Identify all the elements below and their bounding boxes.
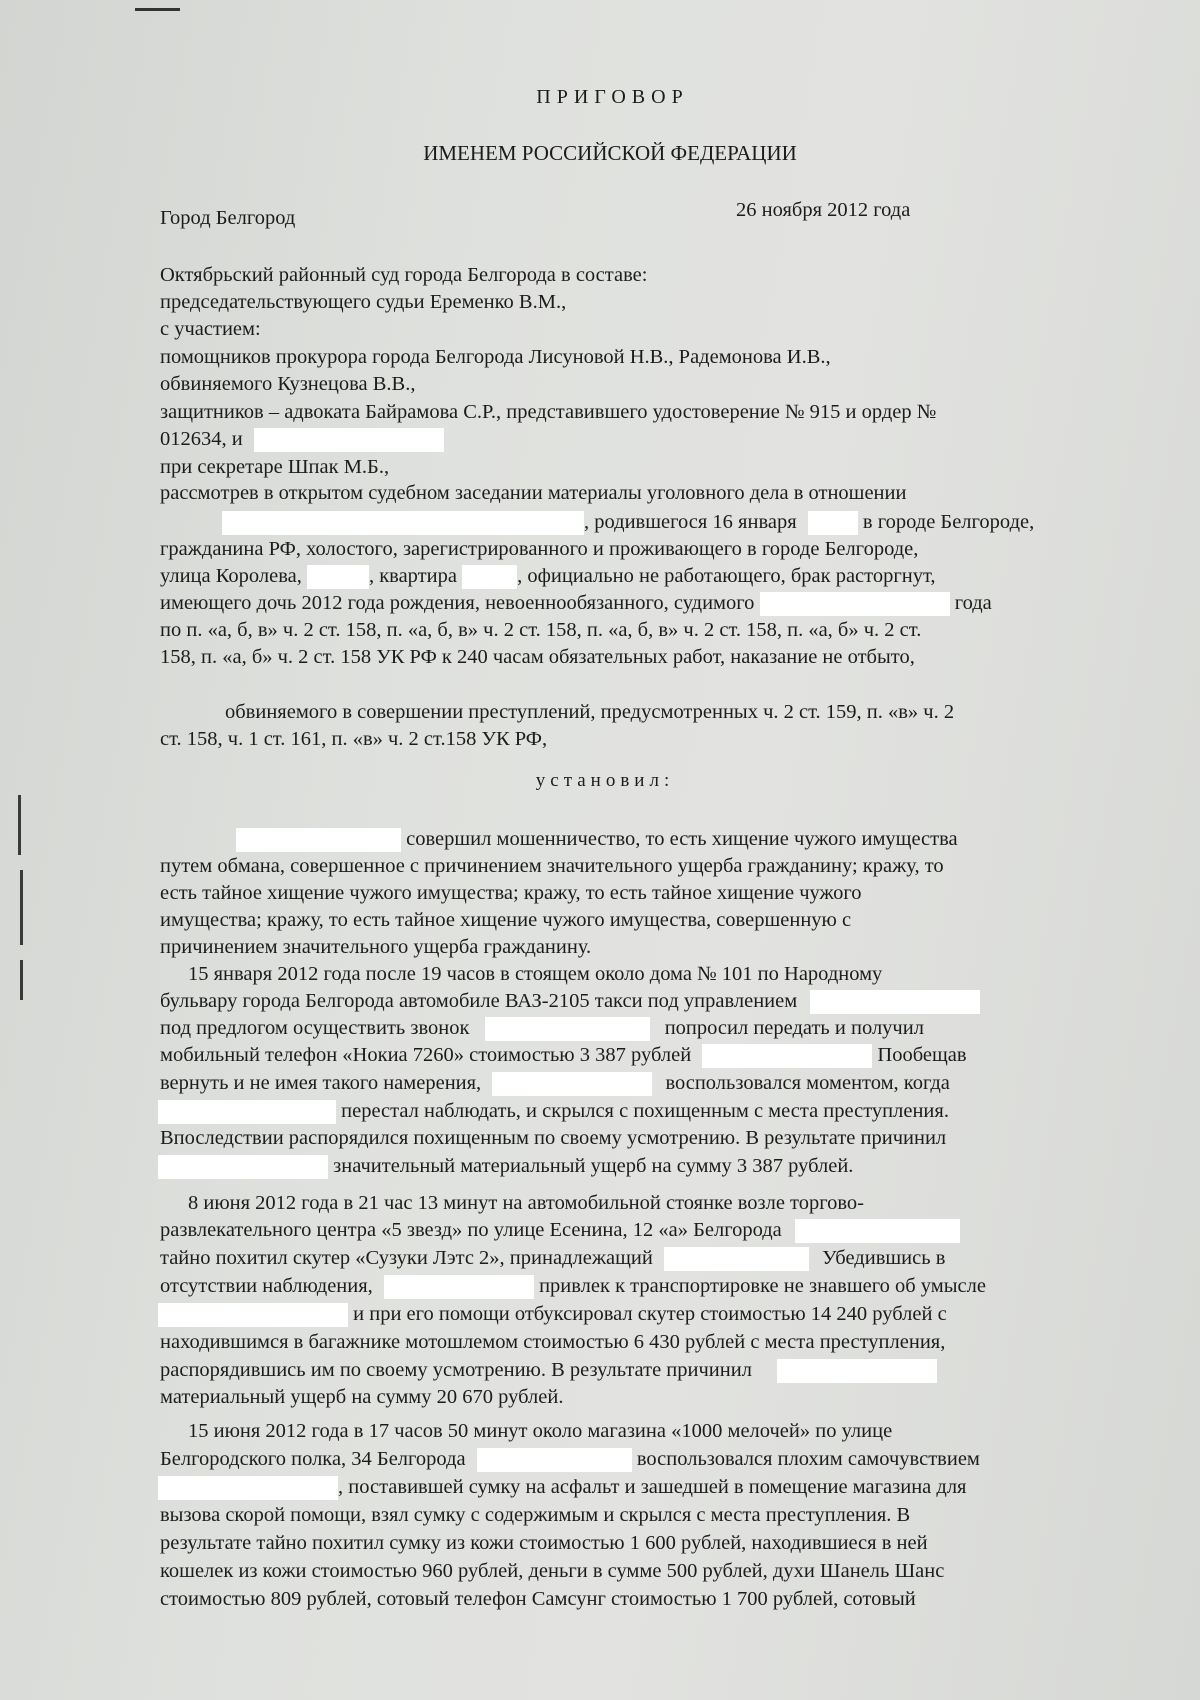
- intro-line: улица Королева,: [160, 565, 302, 587]
- body-line: стоимостью 809 рублей, сотовый телефон Самсунг стоимостью 1 700 рублей, сотовый: [160, 1588, 916, 1610]
- body-line: путем обмана, совершенное с причинением значительного ущерба гражданину; кражу, то: [160, 855, 944, 877]
- body-line: имущества; кражу, то есть тайное хищение чужого имущества, совершенную с: [160, 909, 852, 931]
- redaction: [222, 511, 584, 535]
- redaction: [158, 1100, 336, 1124]
- intro-line: , квартира: [368, 565, 457, 587]
- body-line: есть тайное хищение чужого имущества; кражу, то есть тайное хищение чужого: [160, 882, 862, 904]
- intro-line: имеющего дочь 2012 года рождения, невоеннообязанного, судимого: [160, 592, 755, 614]
- redaction: [307, 565, 369, 589]
- redaction: [477, 1448, 632, 1472]
- intro-line: защитников – адвоката Байрамова С.Р., представившего удостоверение № 915 и ордер №: [160, 401, 937, 423]
- verdict-title: ПРИГОВОР: [536, 86, 689, 108]
- redaction: [236, 828, 401, 852]
- redaction: [462, 565, 517, 589]
- redaction: [810, 990, 980, 1014]
- intro-line: при секретаре Шпак М.Б.,: [160, 456, 390, 478]
- redaction: [664, 1247, 809, 1271]
- body-line: , поставившей сумку на асфальт и зашедшей в помещение магазина для: [338, 1476, 967, 1498]
- intro-line: , родившегося 16 января: [584, 511, 797, 533]
- body-line: воспользовался моментом, когда: [665, 1072, 950, 1094]
- body-line: 15 июня 2012 года в 17 часов 50 минут около магазина «1000 мелочей» по улице: [188, 1420, 893, 1442]
- redaction: [777, 1359, 937, 1383]
- city: Город Белгород: [160, 207, 296, 229]
- body-line: причинением значительного ущерба гражданину.: [160, 936, 592, 958]
- redaction: [158, 1303, 348, 1327]
- intro-line: помощников прокурора города Белгорода Лисуновой Н.В., Радемонова И.В.,: [160, 346, 831, 368]
- intro-line: , официально не работающего, брак расторгнут,: [517, 565, 936, 587]
- body-line: перестал наблюдать, и скрылся с похищенным с места преступления.: [341, 1100, 949, 1122]
- body-line: материальный ущерб на сумму 20 670 рублей.: [160, 1386, 564, 1408]
- intro-line: Октябрьский районный суд города Белгорода в составе:: [160, 264, 648, 286]
- body-line: бульвару города Белгорода автомобиле ВАЗ-2105 такси под управлением: [160, 990, 798, 1012]
- intro-line: обвиняемого в совершении преступлений, предусмотренных ч. 2 ст. 159, п. «в» ч. 2: [225, 701, 955, 723]
- intro-line: 158, п. «а, б» ч. 2 ст. 158 УК РФ к 240 часам обязательных работ, наказание не отбыто,: [160, 646, 915, 668]
- body-line: попросил передать и получил: [664, 1017, 924, 1039]
- intro-line: с участием:: [160, 318, 261, 340]
- body-line: отсутствии наблюдения,: [160, 1275, 373, 1297]
- body-line: Белгородского полка, 34 Белгорода: [160, 1448, 466, 1470]
- body-line: тайно похитил скутер «Сузуки Лэтс 2», принадлежащий: [160, 1247, 653, 1269]
- redaction: [702, 1044, 872, 1068]
- body-line: находившимся в багажнике мотошлемом стоимостью 6 430 рублей с места преступления,: [160, 1331, 946, 1353]
- margin-mark: [20, 960, 23, 1000]
- redaction: [760, 592, 950, 616]
- body-line: под предлогом осуществить звонок: [160, 1017, 470, 1039]
- body-line: Пообещав: [877, 1044, 967, 1066]
- redaction: [158, 1476, 338, 1500]
- body-line: Впоследствии распорядился похищенным по своему усмотрению. В результате причинил: [160, 1127, 947, 1149]
- scan-mark: [135, 8, 180, 11]
- body-line: кошелек из кожи стоимостью 960 рублей, деньги в сумме 500 рублей, духи Шанель Шанс: [160, 1560, 945, 1582]
- redaction: [492, 1072, 652, 1096]
- margin-mark: [20, 870, 23, 945]
- intro-line: ст. 158, ч. 1 ст. 161, п. «в» ч. 2 ст.158 УК РФ,: [160, 728, 548, 750]
- intro-line: в городе Белгороде,: [862, 511, 1035, 533]
- redaction: [254, 428, 444, 452]
- intro-line: обвиняемого Кузнецова В.В.,: [160, 373, 416, 395]
- body-line: значительный материальный ущерб на сумму 3 387 рублей.: [333, 1155, 854, 1177]
- redaction: [384, 1275, 534, 1299]
- body-line: 8 июня 2012 года в 21 час 13 минут на автомобильной стоянке возле торгово-: [188, 1192, 864, 1214]
- established-heading: установил:: [535, 770, 675, 791]
- intro-line: председательствующего судьи Еременко В.М.,: [160, 291, 567, 313]
- body-line: вызова скорой помощи, взял сумку с содержимым и скрылся с места преступления. В: [160, 1504, 911, 1526]
- date: 26 ноября 2012 года: [736, 199, 911, 221]
- subtitle: ИМЕНЕМ РОССИЙСКОЙ ФЕДЕРАЦИИ: [423, 141, 797, 165]
- body-line: мобильный телефон «Нокиа 7260» стоимостью 3 387 рублей: [160, 1044, 692, 1066]
- redaction: [795, 1219, 960, 1243]
- body-line: распорядившись им по своему усмотрению. В результате причинил: [160, 1359, 752, 1381]
- intro-line: рассмотрев в открытом судебном заседании материалы уголовного дела в отношении: [160, 482, 907, 504]
- intro-line: гражданина РФ, холостого, зарегистрированного и проживающего в городе Белгороде,: [160, 538, 919, 560]
- redaction: [808, 511, 858, 535]
- body-line: 15 января 2012 года после 19 часов в стоящем около дома № 101 по Народному: [188, 963, 883, 985]
- intro-line: по п. «а, б, в» ч. 2 ст. 158, п. «а, б, в» ч. 2 ст. 158, п. «а, б, в» ч. 2 ст. 158, п. «а, б» ч. 2 ст.: [160, 619, 922, 641]
- body-line: совершил мошенничество, то есть хищение чужого имущества: [406, 828, 958, 850]
- body-line: воспользовался плохим самочувствием: [636, 1448, 980, 1470]
- body-line: результате тайно похитил сумку из кожи стоимостью 1 600 рублей, находившиеся в ней: [160, 1532, 928, 1554]
- body-line: Убедившись в: [822, 1247, 946, 1269]
- body-line: развлекательного центра «5 звезд» по улице Есенина, 12 «а» Белгорода: [160, 1219, 782, 1241]
- intro-line: 012634, и: [160, 428, 243, 450]
- body-line: и при его помощи отбуксировал скутер стоимостью 14 240 рублей с: [353, 1303, 947, 1325]
- body-line: вернуть и не имея такого намерения,: [160, 1072, 482, 1094]
- margin-mark: [18, 795, 21, 855]
- body-line: привлек к транспортировке не знавшего об умысле: [539, 1275, 986, 1297]
- intro-line: года: [954, 592, 992, 614]
- redaction: [485, 1017, 650, 1041]
- redaction: [158, 1155, 328, 1179]
